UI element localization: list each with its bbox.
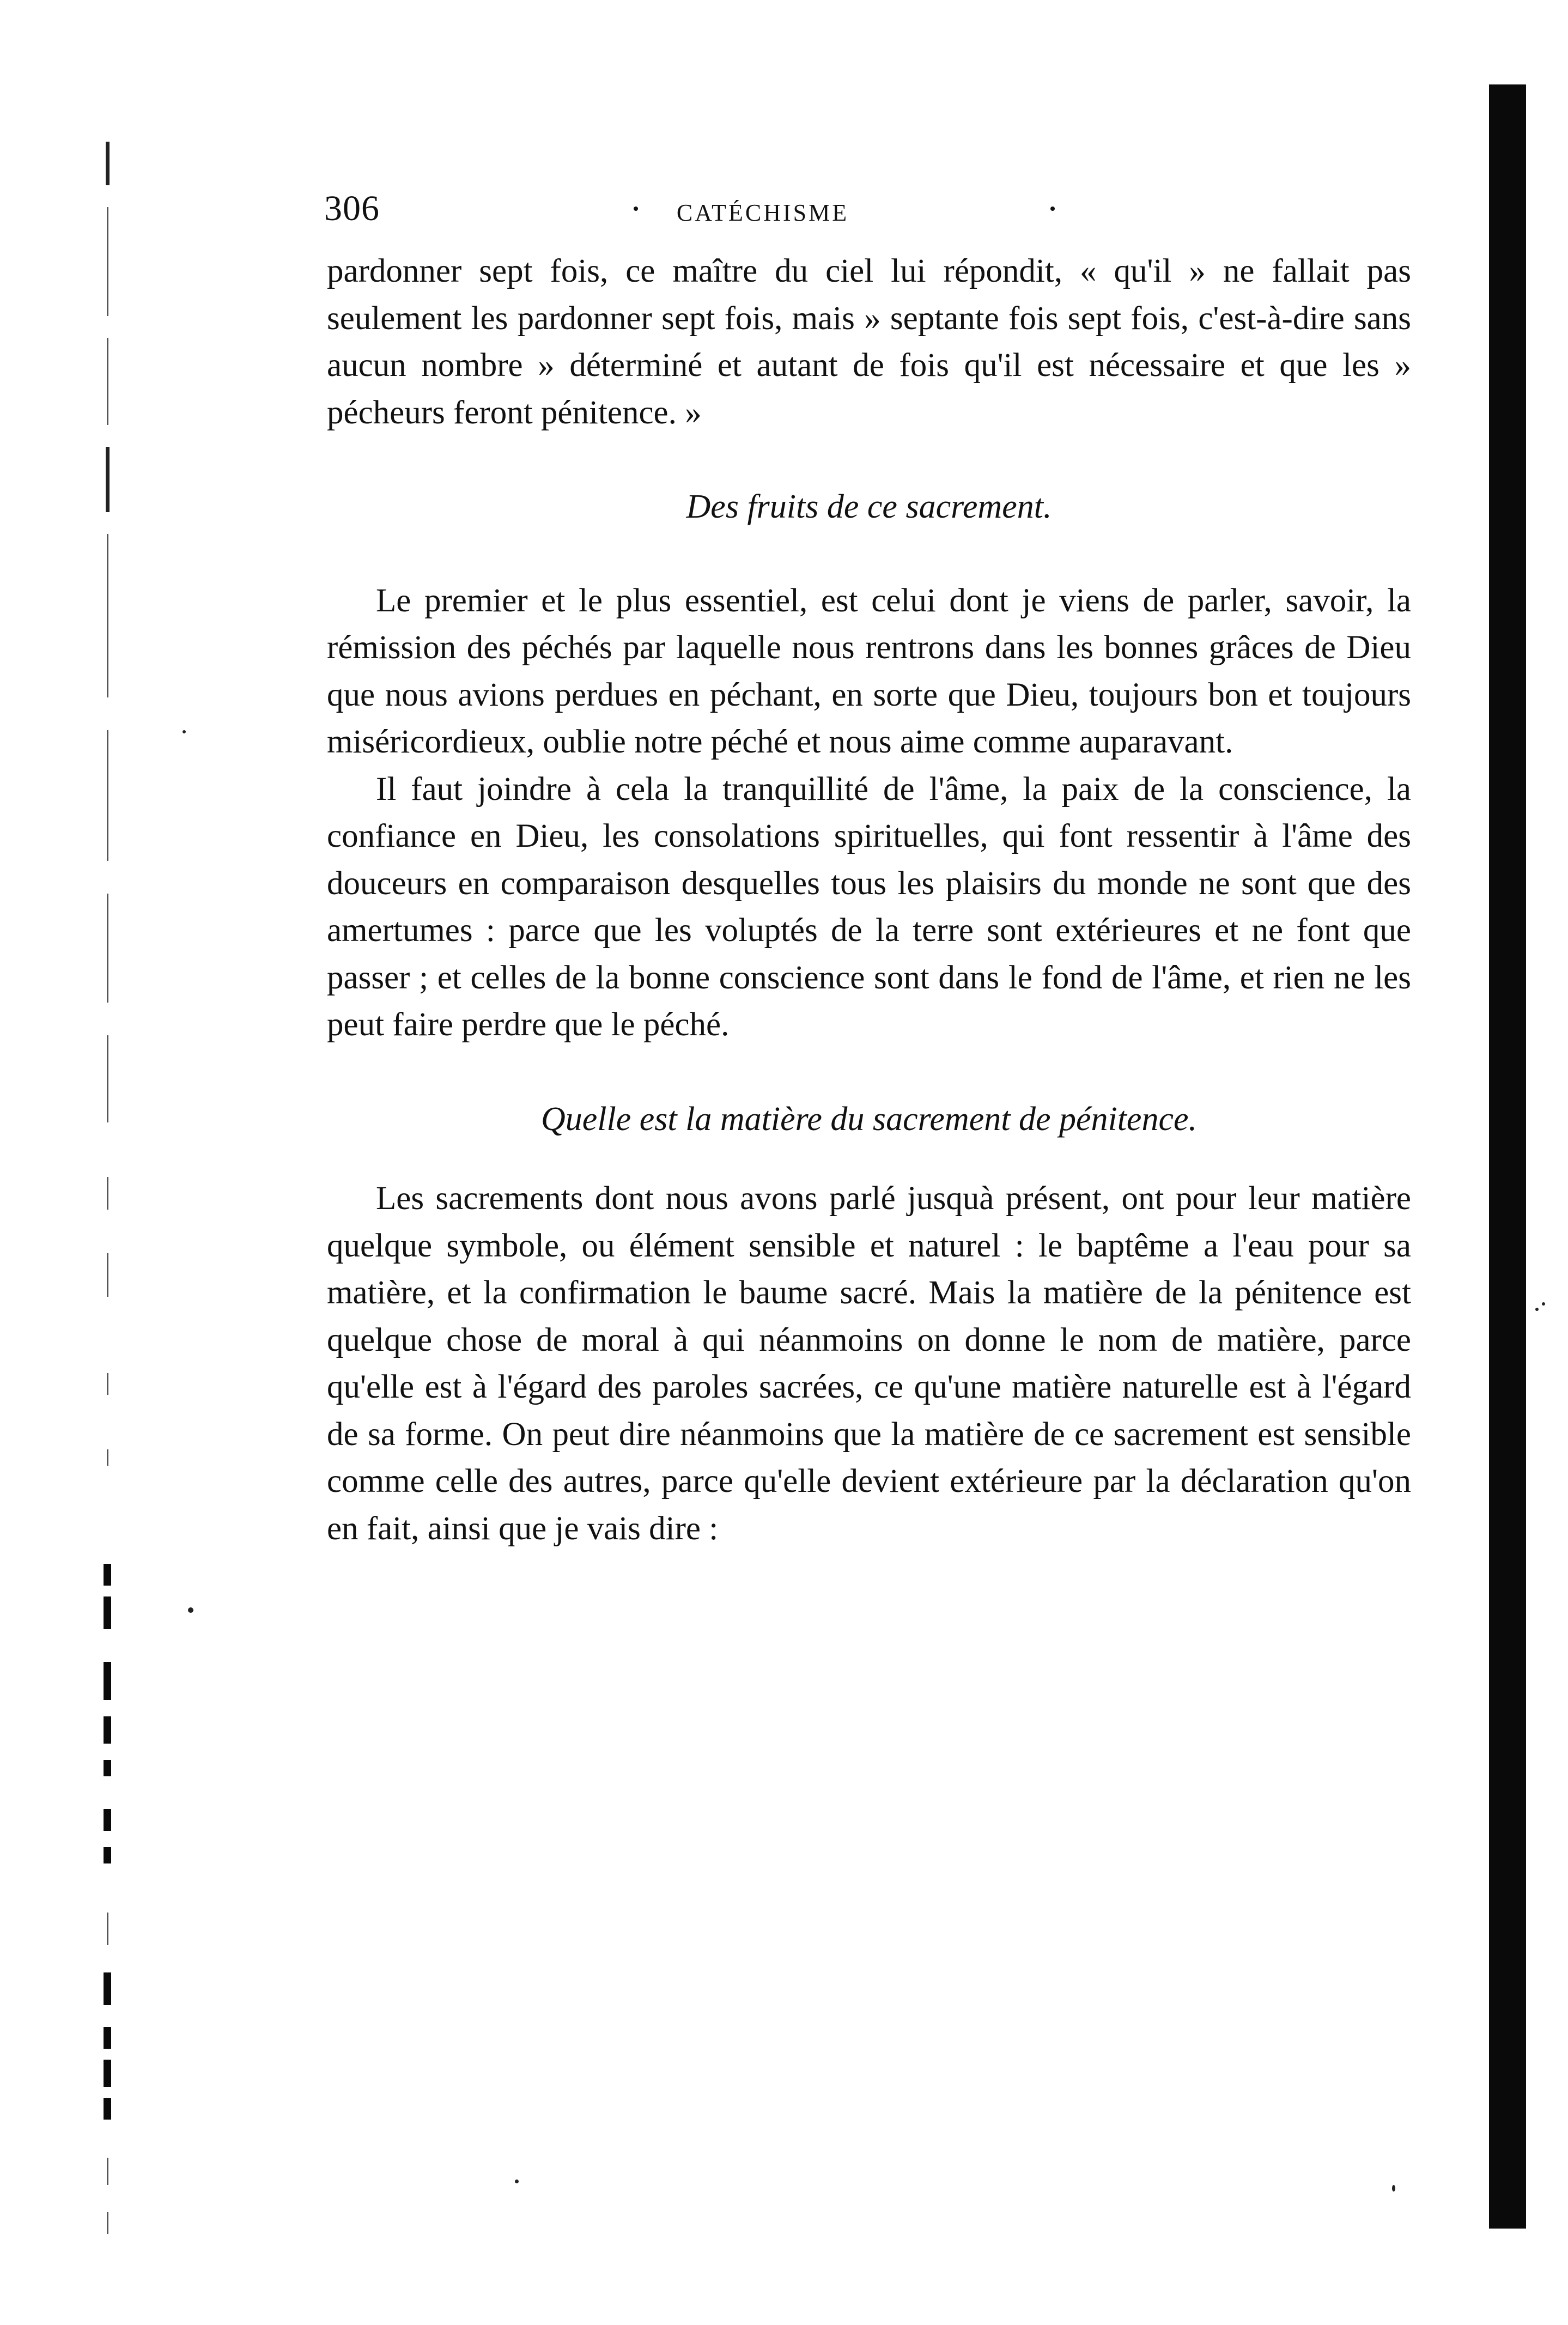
paragraph-remission: Le premier et le plus essentiel, est celui dont je viens de parler, savoir, la rémission des péchés par laquelle nous rentrons dans les bonnes grâces de Dieu que nous avions perdues en péchant, en sorte que Dieu, toujours bon et toujours miséricordieux, oublie notre péché et nous aime comme auparavant. <box>327 582 1411 760</box>
margin-mark <box>107 1373 108 1395</box>
speck <box>183 730 186 733</box>
margin-mark <box>107 2158 108 2185</box>
margin-mark <box>107 730 108 861</box>
page-header <box>324 188 1201 242</box>
paragraph-tranquillity: Il faut joindre à cela la tranquillité de l'âme, la paix de la conscience, la confiance en Dieu, les consolations spirituelles, qui font ressentir à l'âme des douceurs en comparaison desquelles tous les plaisirs du monde ne sont que des amertumes : parce que les voluptés de la terre sont extérieures et ne font que passer ; et celles de la bonne conscience sont dans le fond de l'âme, et rien ne les peut faire perdre que le péché. <box>327 770 1411 1043</box>
margin-mark <box>107 894 108 1003</box>
margin-mark <box>104 1564 111 1586</box>
paragraph-matter: Les sacrements dont nous avons parlé jusquà présent, ont pour leur matière quelque symbole, ou élément sensible et naturel : le baptême a l'eau pour sa matière, et la confirmation le baume sacré. Mais la matière de la pénitence est quelque chose de moral à qui néanmoins on donne le nom de matière, parce qu'elle est à l'égard des paroles sacrées, ce qu'une matière naturelle est à l'égard de sa forme. On peut dire néanmoins que la matière de ce sacrement est sensible comme celle des autres, parce qu'elle devient extérieure par la déclaration qu'on en fait, ainsi que je vais dire : <box>327 1180 1411 1547</box>
header-ornament <box>634 207 638 211</box>
page-edge-shadow <box>1489 84 1526 2229</box>
page-body <box>327 248 1411 1552</box>
speck <box>188 1607 193 1613</box>
section-heading-matter: Quelle est la matière du sacrement de pénitence. <box>540 1100 1197 1138</box>
margin-mark <box>104 1596 111 1629</box>
margin-mark <box>107 2212 108 2234</box>
margin-mark <box>107 1913 108 1945</box>
margin-mark <box>104 1972 111 2005</box>
page-number: 306 <box>324 189 380 228</box>
margin-mark <box>104 2098 111 2120</box>
binding-margin <box>104 142 114 2267</box>
speck <box>1542 1302 1545 1306</box>
margin-mark <box>104 1760 111 1776</box>
margin-mark <box>106 142 110 185</box>
margin-mark <box>104 1716 111 1744</box>
section-heading-fruits: Des fruits de ce sacrement. <box>686 488 1052 525</box>
margin-mark <box>106 447 110 512</box>
margin-mark <box>107 1035 108 1122</box>
speck <box>515 2180 519 2183</box>
speck <box>1535 1308 1539 1311</box>
margin-mark <box>104 1847 111 1863</box>
header-ornament <box>1050 207 1055 211</box>
margin-mark <box>107 1253 108 1297</box>
running-title: CATÉCHISME <box>676 199 849 226</box>
margin-mark <box>104 2027 111 2049</box>
margin-mark <box>104 2060 111 2087</box>
margin-mark <box>107 1177 108 1210</box>
margin-mark <box>104 1662 111 1700</box>
margin-mark <box>107 207 108 316</box>
margin-mark <box>107 1449 108 1466</box>
speck <box>1392 2185 1395 2192</box>
continued-paragraph: pardonner sept fois, ce maître du ciel lui répondit, « qu'il » ne fallait pas seulement les pardonner sept fois, mais » septante fois sept fois, c'est-à-dire sans aucun nombre » déterminé et autant de fois qu'il est nécessaire et que les » pécheurs feront pénitence. » <box>327 253 1411 431</box>
margin-mark <box>104 1809 111 1831</box>
margin-mark <box>107 534 108 697</box>
margin-mark <box>107 338 108 425</box>
